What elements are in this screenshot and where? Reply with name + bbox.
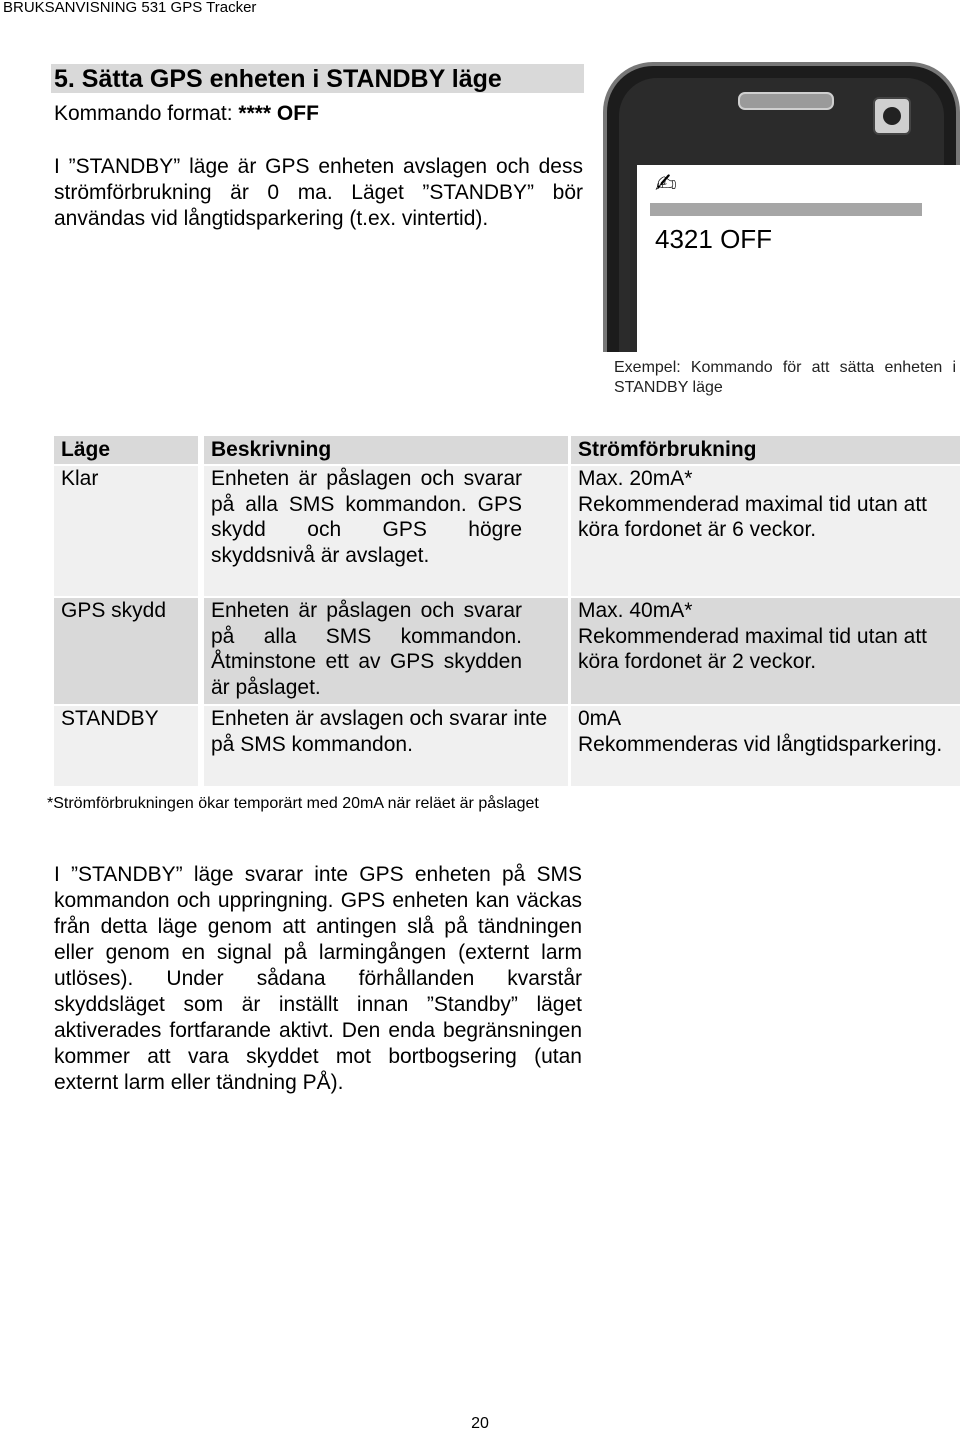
command-format-label: Kommando format: — [54, 102, 239, 125]
row-description: Enheten är avslagen och svarar inte på SMS kommandon. — [204, 706, 568, 786]
command-format-value: **** OFF — [238, 102, 319, 125]
body-paragraph: I ”STANDBY” läge svarar inte GPS enheten på SMS kommandon och uppringning. GPS enheten kan väckas från detta läge genom att antingen slå på tändningen eller genom en signal på larmingången (externt larm utlöses). Under sådana förhållanden kvarstår skyddsläget som är inställt innan ”Standby” läget aktiverades fortfarande aktivt. Den enda begränsningen kommer att vara skyddet mot bortbogsering (utan externt larm eller tändning PÅ). — [54, 863, 582, 1094]
footnote: *Strömförbrukningen ökar temporärt med 20mA när reläet är påslaget — [47, 795, 539, 812]
consumption-note: Rekommenderad maximal tid utan att köra fordonet är 2 veckor. — [578, 624, 927, 674]
section-heading: 5. Sätta GPS enheten i STANDBY läge — [51, 64, 584, 93]
consumption-note: Rekommenderad maximal tid utan att köra fordonet är 6 veckor. — [578, 492, 927, 542]
running-header: BRUKSANVISNING 531 GPS Tracker — [3, 0, 257, 16]
intro-paragraph: I ”STANDBY” läge är GPS enheten avslagen och dess strömförbrukning är 0 ma. Läget ”STANDBY” bör användas vid långtidsparkering (t.ex. vintertid). — [54, 155, 583, 230]
row-mode: GPS skydd — [54, 598, 198, 704]
row-mode: Klar — [54, 466, 198, 596]
consumption-note: Rekommenderas vid långtidsparkering. — [578, 732, 943, 756]
phone-screen — [637, 165, 960, 352]
row-consumption — [571, 598, 960, 704]
row-consumption — [571, 466, 960, 596]
pencil-icon: ✍ — [655, 168, 677, 198]
header-mode: Läge — [54, 436, 198, 464]
figure-caption: Exempel: Kommando för att sätta enheten i STANDBY läge — [614, 359, 956, 396]
table-row — [54, 706, 960, 786]
sms-command-text: 4321 OFF — [655, 224, 773, 254]
page-number: 20 — [471, 1415, 489, 1432]
row-consumption — [571, 706, 960, 786]
table-row — [54, 466, 960, 596]
table-row — [54, 598, 960, 704]
header-consumption: Strömförbrukning — [571, 436, 960, 464]
consumption-value: Max. 20mA* — [578, 467, 693, 490]
row-description: Enheten är påslagen och svarar på alla SMS kommandon. Åtminstone ett av GPS skydden är påslaget. — [204, 598, 568, 704]
phone-speaker — [738, 92, 834, 110]
screen-title-bar — [650, 203, 922, 216]
row-description: Enheten är påslagen och svarar på alla SMS kommandon. GPS skydd och GPS högre skyddsnivå är avslaget. — [204, 466, 568, 596]
camera-icon — [873, 97, 911, 135]
command-format — [54, 102, 319, 126]
phone-illustration — [603, 62, 960, 352]
row-mode: STANDBY — [54, 706, 198, 786]
consumption-value: 0mA — [578, 707, 622, 730]
consumption-value: Max. 40mA* — [578, 599, 693, 622]
table-header-row — [54, 436, 960, 464]
header-description: Beskrivning — [204, 436, 568, 464]
